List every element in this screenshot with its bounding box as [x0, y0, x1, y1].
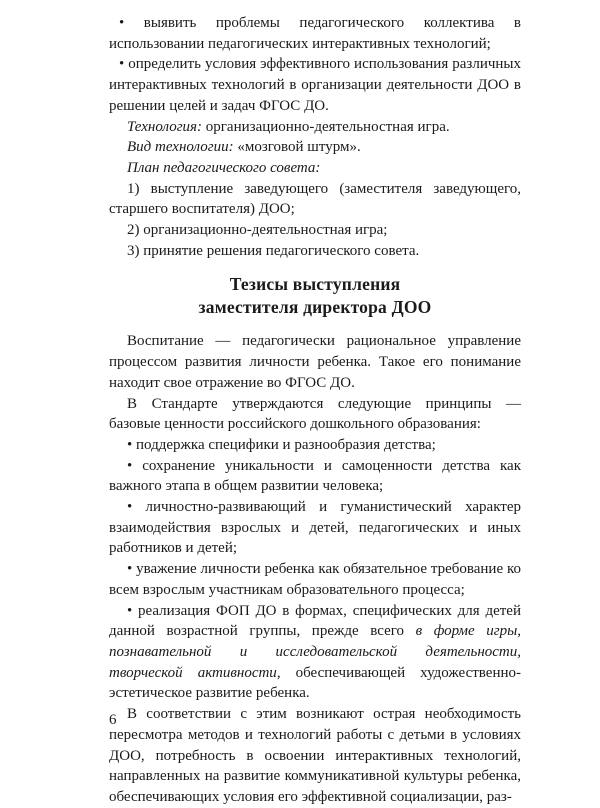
- technology-value: организационно-деятельностная игра.: [202, 118, 450, 135]
- tech-type-value: «мозговой штурм».: [233, 139, 361, 156]
- heading-line-2: заместителя директора ДОО: [198, 297, 432, 318]
- page-number: 6: [109, 712, 117, 728]
- paragraph-3: В соответствии с этим возникают острая необходимость пересмотра методов и технологий работы с детьми в условиях ДОО, потребность в освоении интерактивных технологий, направленных на развитие коммуникативной культуры ребенка, обеспечивающих условия его эффективной социализации, раз-: [109, 706, 521, 805]
- technology-label: Технология:: [127, 118, 203, 135]
- top-bullet-1: • выявить проблемы педагогического коллектива в использовании педагогических интерактивных технологий;: [109, 15, 521, 52]
- principle-5-start: • реализация ФОП ДО в формах, специфических для детей данной возрастной группы, прежде всего: [109, 602, 521, 640]
- heading-line-1: Тезисы выступления: [229, 274, 401, 295]
- principle-5-italic: в форме игры, познавательной и исследовательской деятельности, творческой активности: [109, 623, 521, 681]
- tech-type-label: Вид технологии:: [127, 139, 234, 156]
- plan-item-3: 3) принятие решения педагогического совета.: [127, 242, 420, 259]
- technology-line: [109, 117, 521, 138]
- plan-item-2: 2) организационно-деятельностная игра;: [127, 222, 388, 239]
- principle-5: [109, 601, 521, 705]
- page-content: [109, 13, 521, 808]
- principle-4: • уважение личности ребенка как обязательное требование ко всем взрослым участникам образовательного процесса;: [109, 561, 521, 598]
- plan-title: План педагогического совета:: [127, 159, 321, 176]
- top-bullet-2: • определить условия эффективного использования различных интерактивных технологий в организации деятельности ДОО в решении целей и задач ФГОС ДО.: [109, 56, 521, 114]
- tech-type-line: [109, 137, 521, 158]
- paragraph-1: Воспитание — педагогически рациональное управление процессом развития личности ребенка. Такое его понимание находит свое отражение во ФГОС ДО.: [109, 333, 521, 391]
- principle-2: • сохранение уникальности и самоценности детства как важного этапа в общем развитии человека;: [109, 457, 521, 495]
- section-heading: [109, 273, 521, 319]
- plan-item-1: 1) выступление заведующего (заместителя заведующего, старшего воспитателя) ДОО;: [109, 180, 521, 218]
- principle-1: • поддержка специфики и разнообразия детства;: [127, 436, 436, 453]
- principle-3: • личностно-развивающий и гуманистический характер взаимодействия взрослых и детей, педагогических и иных работников и детей;: [109, 499, 521, 557]
- paragraph-2: В Стандарте утверждаются следующие принципы — базовые ценности российского дошкольного образования:: [109, 395, 521, 433]
- principle-5-end: , обеспечивающей художественно-эстетическое развитие ребенка.: [109, 664, 521, 702]
